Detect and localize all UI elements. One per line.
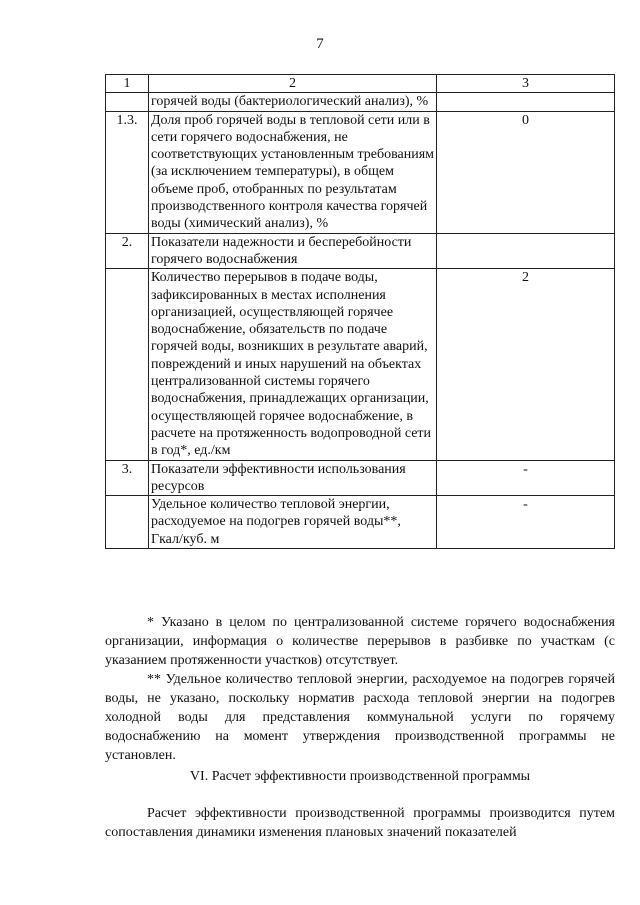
footnote-1: * Указано в целом по централизованной системе горячего водоснабжения организации, информация о количестве перерывов в разбивке по участкам (с указанием протяженности участков) отсутствует. [105,615,615,668]
header-col-2: 2 [149,75,437,93]
section-paragraph: Расчет эффективности производственной программы производится путем сопоставления динамики изменения плановых значений показателей [105,806,615,840]
table-row [106,269,615,460]
table-row [106,460,615,496]
header-col-3: 3 [437,75,615,93]
row-value: - [437,460,615,496]
row-value [437,93,615,111]
table-row [106,233,615,269]
table-header-row [106,75,615,93]
row-number: 2. [106,233,149,269]
section-heading: VI. Расчет эффективности производственной программы [189,769,531,784]
row-text: Показатели надежности и бесперебойности горячего водоснабжения [149,233,437,269]
page-number: 7 [316,36,324,52]
footnote-2: ** Удельное количество тепловой энергии, расходуемое на подогрев горячей воды, не указано, поскольку норматив расхода тепловой энергии на подогрев холодной воды для представления коммунальной услуги по горячему водоснабжению на момент утверждения производственной программы не установлен. [105,672,615,763]
table-row [106,111,615,233]
row-number: 1.3. [106,111,149,233]
indicators-table [105,74,615,549]
row-text: Показатели эффективности использования ресурсов [149,460,437,496]
row-text: горячей воды (бактериологический анализ), % [149,93,437,111]
row-number: 3. [106,460,149,496]
table-row [106,496,615,549]
row-value: 2 [437,269,615,460]
row-value: 0 [437,111,615,233]
header-col-1: 1 [106,75,149,93]
footnotes [105,613,615,765]
row-text: Удельное количество тепловой энергии, расходуемое на подогрев горячей воды**, Гкал/куб. м [149,496,437,549]
row-value [437,233,615,269]
row-text: Доля проб горячей воды в тепловой сети или в сети горячего водоснабжения, не соответствующих установленным требованиям (за исключением температуры), в общем объеме проб, отобранных по результатам производственного контроля качества горячей воды (химический анализ), % [149,111,437,233]
row-number [106,93,149,111]
row-number [106,269,149,460]
row-value: - [437,496,615,549]
table-row [106,93,615,111]
row-number [106,496,149,549]
row-text: Количество перерывов в подаче воды, зафиксированных в местах исполнения организацией, осуществляющей горячее водоснабжение, обязательств по подаче горячей воды, возникших в результате аварий, повреждений и иных нарушений на объектах централизованной системы горячего водоснабжения, принадлежащих организации, осуществляющей горячее водоснабжение, в расчете на протяженность водопроводной сети в год*, ед./км [149,269,437,460]
